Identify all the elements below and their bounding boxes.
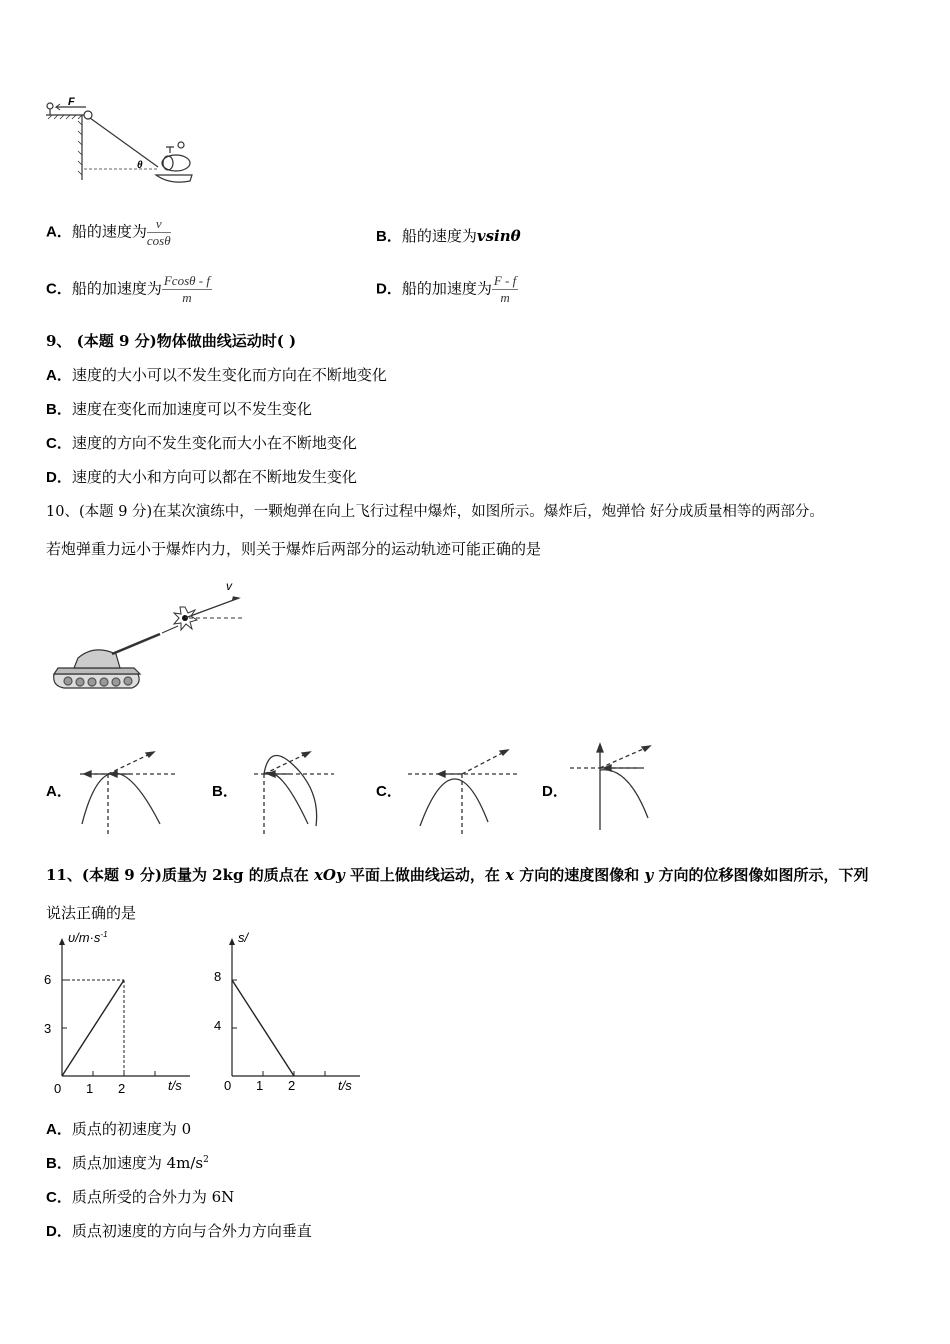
q11-stem-line1: 11、(本题 9 分)质量为 2kg 的质点在 xOy 平面上做曲线运动，在 x 方向的速度图像和 y 方向的位移图像如图所示，下列 bbox=[46, 866, 869, 884]
q10-stem-line2: 若炮弹重力远小于爆炸内力，则关于爆炸后两部分的运动轨迹可能正确的是 bbox=[46, 540, 542, 558]
y-axis-label: s/ bbox=[238, 930, 249, 945]
q10-choice-b[interactable]: B． bbox=[212, 783, 238, 800]
q11-stem-line2: 说法正确的是 bbox=[46, 904, 137, 922]
q8-option-d[interactable]: D．船的加速度为 $\frac{F - f}{m}$ bbox=[376, 273, 517, 305]
angle-label: θ bbox=[137, 160, 143, 171]
x-tick-2: 2 bbox=[288, 1078, 296, 1093]
velocity-label: v bbox=[226, 579, 232, 593]
trajectory-a-figure bbox=[72, 744, 182, 836]
x-tick-1: 1 bbox=[86, 1081, 94, 1096]
q11-option-b[interactable]: B．质点加速度为 $4m/s^2$ bbox=[46, 1154, 209, 1172]
q8-option-c[interactable]: C．船的加速度为 $\frac{Fcos\theta - f}{m}$ bbox=[46, 273, 210, 305]
x-tick-0: 0 bbox=[54, 1081, 62, 1096]
y-tick-4: 4 bbox=[214, 1018, 222, 1033]
x-tick-1: 1 bbox=[256, 1078, 264, 1093]
y-tick-8: 8 bbox=[214, 969, 222, 984]
y-axis-arrow bbox=[59, 938, 65, 945]
velocity-time-graph bbox=[40, 928, 190, 1098]
x-tick-2: 2 bbox=[118, 1081, 126, 1096]
trajectory-c-figure bbox=[404, 744, 524, 836]
q9-option-c[interactable]: C．速度的方向不发生变化而大小在不断地变化 bbox=[46, 434, 357, 452]
q10-choice-c[interactable]: C． bbox=[376, 783, 402, 800]
force-label: F bbox=[68, 96, 75, 108]
y-axis-label: $\upsilon/m\cdot s^{-1}$ bbox=[68, 930, 108, 945]
tank-explosion-figure bbox=[50, 578, 260, 698]
q11-option-c[interactable]: C．质点所受的合外力为 6N bbox=[46, 1188, 235, 1206]
x-axis-label: t/s bbox=[338, 1078, 352, 1093]
x-tick-0: 0 bbox=[224, 1078, 232, 1093]
q10-choice-a[interactable]: A． bbox=[46, 783, 72, 800]
trajectory-d-figure bbox=[568, 742, 668, 834]
fraction: $\frac{Fcos\theta - f}{m}$ bbox=[163, 273, 210, 305]
fraction: $\frac{F - f}{m}$ bbox=[493, 273, 517, 305]
y-tick-6: 6 bbox=[44, 972, 52, 987]
fraction: $\frac{v}{\cos\theta}$ bbox=[146, 216, 171, 248]
y-tick-3: 3 bbox=[44, 1021, 52, 1036]
q8-option-b[interactable]: B．船的速度为vsinθ bbox=[376, 227, 521, 245]
data-line bbox=[62, 980, 124, 1076]
q9-option-d[interactable]: D．速度的大小和方向可以都在不断地发生变化 bbox=[46, 468, 357, 486]
q11-option-a[interactable]: A．质点的初速度为 0 bbox=[46, 1120, 192, 1138]
pulley-boat-figure bbox=[40, 95, 210, 195]
q11-option-d[interactable]: D．质点初速度的方向与合外力方向垂直 bbox=[46, 1222, 312, 1240]
displacement-time-graph bbox=[210, 928, 360, 1098]
q10-choice-d[interactable]: D． bbox=[542, 783, 568, 800]
q9-stem: 9、 (本题 9 分)物体做曲线运动时( ) bbox=[46, 332, 297, 350]
y-axis-arrow bbox=[229, 938, 235, 945]
x-axis-label: t/s bbox=[168, 1078, 182, 1093]
q8-option-a[interactable]: A．船的速度为 $\frac{v}{\cos\theta}$ bbox=[46, 216, 171, 248]
q9-option-b[interactable]: B．速度在变化而加速度可以不发生变化 bbox=[46, 400, 312, 418]
data-line bbox=[232, 980, 294, 1076]
q10-stem-line1: 10、(本题 9 分)在某次演练中，一颗炮弹在向上飞行过程中爆炸，如图所示。爆炸后，炮弹恰 好分成质量相等的两部分。 bbox=[46, 504, 824, 520]
trajectory-b-figure bbox=[250, 744, 350, 836]
q9-option-a[interactable]: A．速度的大小可以不发生变化而方向在不断地变化 bbox=[46, 366, 387, 384]
